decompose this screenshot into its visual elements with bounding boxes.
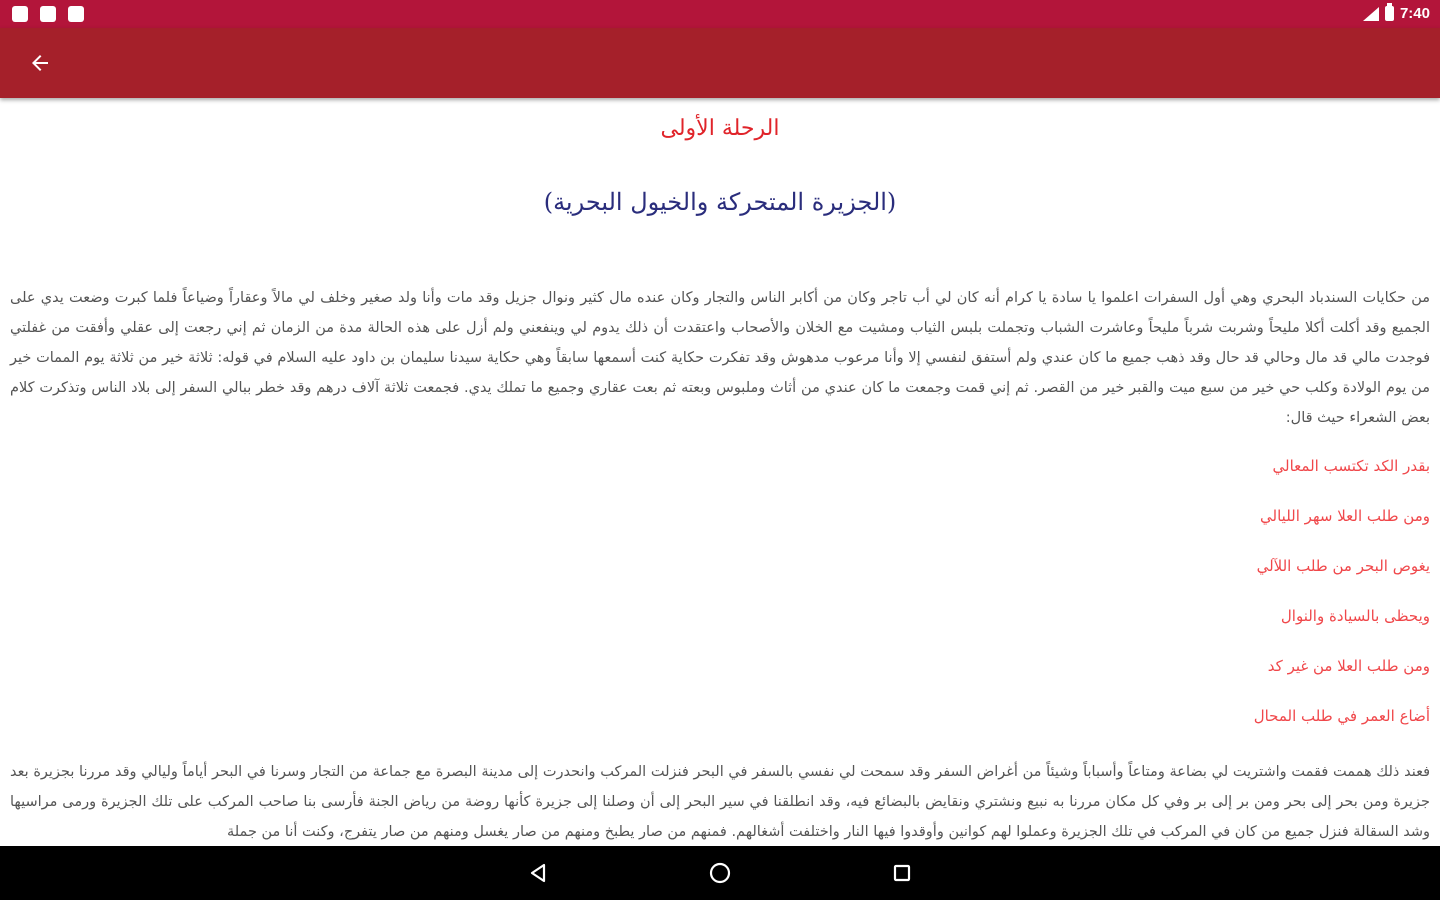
- story-content: [0, 100, 1440, 846]
- app-notification-icon: [68, 6, 84, 22]
- nav-back-button[interactable]: [523, 858, 553, 888]
- home-circle-icon: [708, 861, 732, 885]
- signal-icon: [1363, 7, 1379, 21]
- poem-verse: ومن طلب العلا سهر الليالي: [1260, 507, 1430, 525]
- nav-home-button[interactable]: [705, 858, 735, 888]
- story-subtitle: (الجزيرة المتحركة والخيول البحرية): [543, 188, 897, 216]
- poem-verse: أضاع العمر في طلب المحال: [1253, 707, 1430, 725]
- poem-verse: بقدر الكد تكتسب المعالي: [1272, 457, 1430, 475]
- app-bar: [0, 28, 1440, 98]
- notification-icon: [40, 6, 56, 22]
- status-icons-right: [1363, 5, 1430, 22]
- system-nav-bar: [0, 846, 1440, 900]
- status-bar: [0, 0, 1440, 28]
- battery-icon: [1385, 6, 1394, 21]
- arrow-left-icon: [28, 51, 52, 75]
- status-icons-left: [12, 6, 84, 22]
- story-title: الرحلة الأولى: [660, 116, 780, 141]
- recents-square-icon: [891, 862, 913, 884]
- nav-recents-button[interactable]: [887, 858, 917, 888]
- sd-card-icon: [12, 6, 28, 22]
- back-button[interactable]: [20, 43, 60, 83]
- story-paragraph: من حكايات السندباد البحري وهي أول السفرات اعلموا يا سادة يا كرام أنه كان لي أب تاجر وكان من أكابر الناس والتجار وكان عنده مال كثير ونوال جزيل وقد مات وأنا ولد صغير وخلف لي مالاً وعقاراً وضياعاً فلما كبرت وضعت يدي على الجميع وقد أكلت أكلا مليحاً وشربت شرباً مليحاً وعاشرت الشباب وتجملت بلبس الثياب ومشيت مع الخلان والأصحاب واعتقدت أن ذلك يدوم لي وينفعني ولم أزل على هذه الحالة مدة من الزمان ثم إني رجعت إلى عقلي وأفقت من غفلتي فوجدت مالي قد مال وحالي قد حال وقد ذهب جميع ما كان عندي ولم أستفق لنفسي إلا وأنا مرعوب مدهوش وقد تفكرت حكاية كنت أسمعها سابقاً وهي حكاية سيدنا سليمان بن داود عليه السلام في قوله: ثلاثة خير من ثلاثة يوم الممات خير من يوم الولادة وكلب حي خير من سبع ميت والقبر خير من القصر. ثم إني قمت وجمعت ما كان عندي من أثاث وملبوس وبعته ثم بعت عقاري وجميع ما تملك يدي. فجمعت ثلاثة آلاف درهم وقد خطر ببالي السفر إلى بلاد الناس وتذكرت كلام بعض الشعراء حيث قال:: [10, 290, 1430, 426]
- back-triangle-icon: [527, 862, 549, 884]
- story-paragraph: فعند ذلك هممت فقمت واشتريت لي بضاعة ومتاعاً وأسباباً وشيئاً من أغراض السفر وقد سمحت لي نفسي بالسفر في البحر فنزلت المركب وانحدرت إلى مدينة البصرة مع جماعة من التجار وسرنا في البحر أياماً وليالي وقد مررنا بجزيرة بعد جزيرة ومن بحر إلى بحر ومن بر إلى بر وفي كل مكان مررنا به نبيع ونشتري ونقايض بالبضائع فيه، وقد انطلقنا في سير البحر إلى أن وصلنا إلى جزيرة كأنها روضة من رياض الجنة فأرسى بنا صاحب المركب على تلك الجزيرة ورمى مراسيها وشد السقالة فنزل جميع من كان في المركب في تلك الجزيرة وعملوا لهم كوانين وأوقدوا فيها النار واختلفت أشغالهم. فمنهم من صار يطبخ ومنهم من صار يغسل ومنهم من صار يتفرج، وكنت أنا من جملة: [10, 764, 1430, 840]
- poem-verse: ومن طلب العلا من غير كد: [1267, 657, 1430, 675]
- status-time: 7:40: [1399, 5, 1430, 22]
- poem-verse: يغوص البحر من طلب اللآلي: [1256, 557, 1430, 575]
- poem-verse: ويحظى بالسيادة والنوال: [1280, 607, 1430, 625]
